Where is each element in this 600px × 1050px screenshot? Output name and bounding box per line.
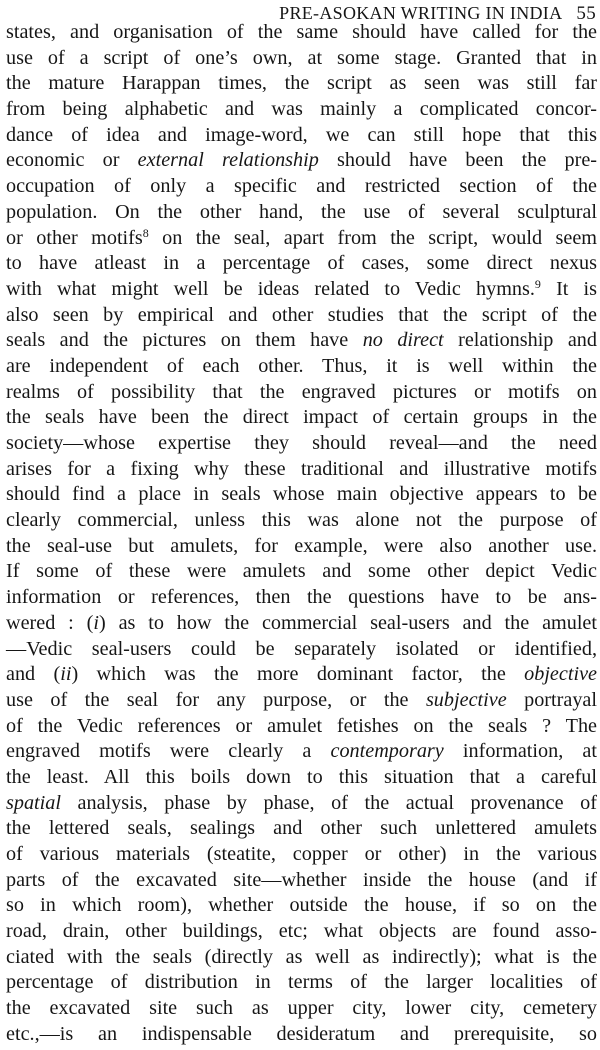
text-run: parts of the excavated site—whether inside the house (and if (6, 868, 597, 891)
text-line (6, 868, 597, 894)
text-line (6, 405, 597, 431)
text-run: If some of these were amulets and some other depict Vedic (6, 560, 597, 583)
text-line (6, 226, 597, 252)
text-line (6, 970, 597, 996)
text-line (6, 585, 597, 611)
text-run: realms of possibility that the engraved pictures or motifs on (6, 380, 597, 403)
text-line (6, 688, 597, 714)
text-line (6, 893, 597, 919)
text-run: It is (540, 277, 598, 300)
text-line (6, 354, 597, 380)
text-line (6, 791, 597, 817)
text-run: the mature Harappan times, the script as seen was still far (6, 72, 597, 95)
text-line (6, 996, 597, 1022)
text-line (6, 559, 597, 585)
text-line (6, 97, 597, 123)
text-run: clearly commercial, unless this was alone not the purpose of (6, 509, 597, 532)
text-run: percentage of distribution in terms of the larger localities of (6, 971, 597, 994)
text-run: or other motifs (6, 226, 143, 249)
text-line (6, 251, 597, 277)
text-run: are independent of each other. Thus, it is well within the (6, 354, 597, 377)
running-title: PRE-ASOKAN WRITING IN INDIA (279, 3, 563, 23)
text-run: road, drain, other buildings, etc; what objects are found asso- (6, 920, 597, 943)
text-run: to have atleast in a percentage of cases, some direct nexus (6, 252, 597, 275)
body-text (6, 20, 597, 1048)
page-number: 55 (576, 3, 596, 24)
text-line (6, 200, 597, 226)
text-run: economic or (6, 149, 138, 172)
text-line (6, 148, 597, 174)
text-line (6, 46, 597, 72)
italic-text: ii (60, 663, 72, 686)
text-line (6, 303, 597, 329)
text-line (6, 328, 597, 354)
text-line (6, 739, 597, 765)
text-run: ciated with the seals (directly as well as indirectly); what is the (6, 945, 597, 968)
italic-text: objective (524, 663, 597, 686)
text-run: portrayal (506, 688, 597, 711)
text-run: ) which was the more dominant factor, the (71, 663, 525, 686)
text-run: from being alphabetic and was mainly a complicated concor- (6, 98, 597, 121)
text-run: —Vedic seal-users could be separately isolated or identified, (6, 637, 597, 660)
text-line (6, 534, 597, 560)
footnote-ref: 8 (142, 225, 149, 240)
italic-text: spatial (6, 791, 61, 814)
italic-text: contemporary (330, 740, 444, 763)
text-run: wered : ( (6, 611, 94, 634)
text-run: the excavated site such as upper city, lower city, cemetery (6, 997, 597, 1020)
text-run: should have been the pre- (318, 149, 598, 172)
footnote-ref: 9 (534, 276, 541, 291)
text-run: use of the seal for any purpose, or the (6, 688, 426, 711)
text-run: information, at (443, 740, 597, 763)
text-line (6, 174, 597, 200)
text-line (6, 637, 597, 663)
text-line (6, 714, 597, 740)
text-line (6, 765, 597, 791)
text-line (6, 380, 597, 406)
text-run: states, and organisation of the same should have called for the (6, 21, 597, 43)
text-run: of various materials (steatite, copper or other) in the various (6, 843, 597, 865)
text-line (6, 662, 597, 688)
text-line (6, 842, 597, 868)
text-run: use of a script of one’s own, at some stage. Granted that in (6, 46, 597, 69)
text-run: analysis, phase by phase, of the actual provenance of (60, 791, 597, 814)
text-line (6, 1022, 597, 1048)
text-run: and ( (6, 663, 61, 686)
text-run: engraved motifs were clearly a (6, 740, 331, 763)
text-run: so in which room), whether outside the house, if so on the (6, 894, 597, 917)
text-run: etc.,—is an indispensable desideratum and prerequisite, so (6, 1022, 597, 1045)
text-run: population. On the other hand, the use of several sculptural (6, 200, 597, 223)
italic-text: external relationship (137, 149, 319, 172)
text-run: on the seal, apart from the script, would seem (148, 226, 597, 249)
text-line (6, 919, 597, 945)
text-line (6, 482, 597, 508)
text-run: arises for a fixing why these traditional and illustrative motifs (6, 457, 597, 480)
text-line (6, 816, 597, 842)
text-run: dance of idea and image-word, we can still hope that this (6, 123, 597, 146)
italic-text: no direct (362, 329, 444, 352)
text-run: the lettered seals, sealings and other such unlettered amulets (6, 817, 597, 840)
text-line (6, 277, 597, 303)
text-run: should find a place in seals whose main objective appears to be (6, 483, 597, 506)
text-run: the least. All this boils down to this situation that a careful (6, 765, 597, 788)
text-line (6, 71, 597, 97)
text-line (6, 508, 597, 534)
text-run: relationship and (443, 329, 597, 352)
text-run: society—whose expertise they should reveal—and the need (6, 432, 597, 454)
text-run: occupation of only a specific and restricted section of the (6, 175, 597, 198)
text-run: ) as to how the commercial seal-users and the amulet (98, 611, 597, 634)
text-line (6, 457, 597, 483)
text-line (6, 431, 597, 457)
text-run: seals and the pictures on them have (6, 329, 363, 352)
text-run: with what might well be ideas related to Vedic hymns. (6, 277, 535, 300)
text-run: the seals have been the direct impact of certain groups in the (6, 406, 597, 429)
text-run: information or references, then the questions have to be ans- (6, 586, 597, 609)
text-run: the seal-use but amulets, for example, were also another use. (6, 534, 597, 557)
text-line (6, 611, 597, 637)
text-line (6, 123, 597, 149)
text-run: of the Vedic references or amulet fetishes on the seals ? The (6, 714, 597, 737)
text-run: also seen by empirical and other studies that the script of the (6, 303, 597, 326)
italic-text: subjective (425, 688, 507, 711)
italic-text: i (93, 611, 99, 634)
text-line (6, 945, 597, 971)
text-line (6, 20, 597, 46)
